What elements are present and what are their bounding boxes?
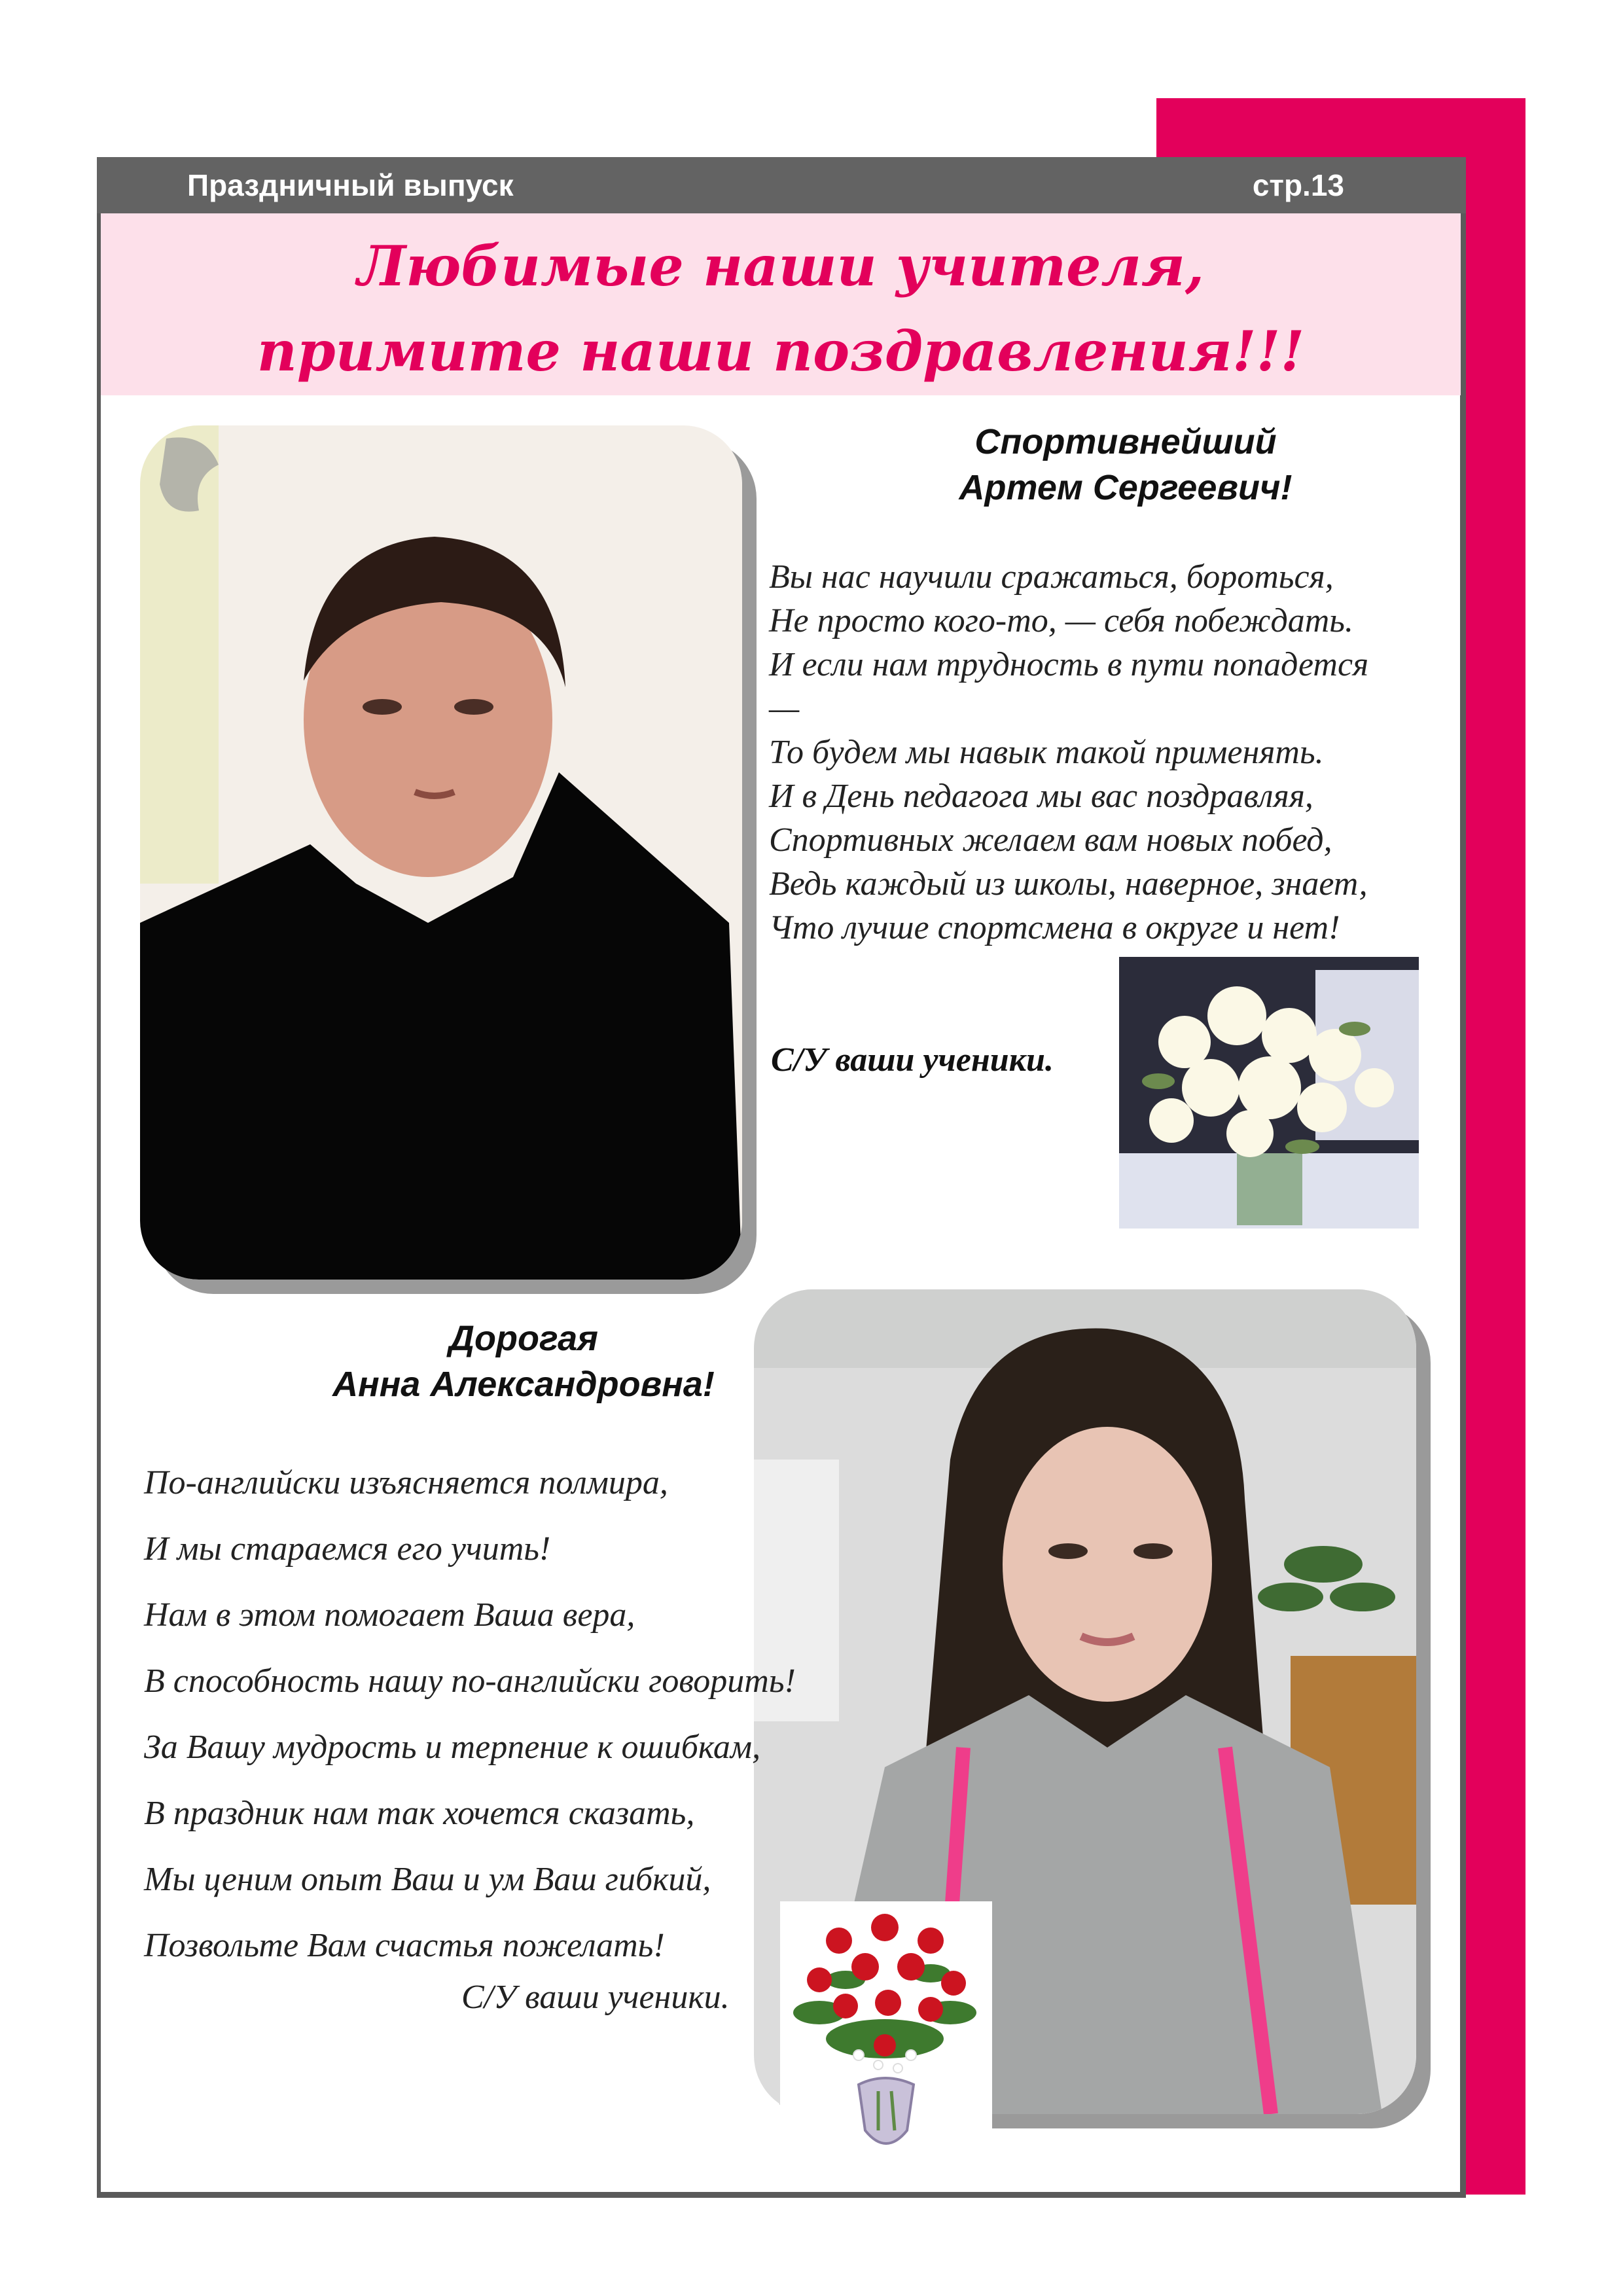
- poem-line: И если нам трудность в пути попадется: [769, 646, 1369, 683]
- page-title: Любимые наши учителя, примите наши поздравления!!!: [257, 234, 1305, 384]
- heading-anna-line1: Дорогая: [449, 1319, 598, 1358]
- page-number: стр.13: [1252, 168, 1344, 202]
- poem-line: Позвольте Вам счастья пожелать!: [144, 1927, 665, 1964]
- poem-line: За Вашу мудрость и терпение к ошибкам,: [144, 1729, 761, 1766]
- poem-line: В способность нашу по-английски говорить!: [144, 1662, 796, 1700]
- poem-line: Нам в этом помогает Ваша вера,: [144, 1596, 635, 1634]
- poem-artem: [769, 555, 1463, 950]
- signature-anna: С/У ваши ученики.: [461, 1979, 730, 2016]
- teacher-photo-artem: [140, 425, 742, 1280]
- poem-line: —: [769, 690, 800, 727]
- poem-line: Спортивных желаем вам новых побед,: [769, 821, 1332, 859]
- poem-line: Ведь каждый из школы, наверное, знает,: [769, 865, 1368, 903]
- heading-artem-line2: Артем Сергеевич!: [959, 468, 1293, 507]
- issue-label: Праздничный выпуск: [187, 168, 514, 202]
- poem-line: И мы стараемся его учить!: [144, 1530, 551, 1568]
- poem-line: И в День педагога мы вас поздравляя,: [769, 778, 1313, 815]
- heading-anna: [236, 1316, 812, 1407]
- heading-anna-line2: Анна Александровна!: [332, 1365, 715, 1404]
- poem-line: По-английски изъясняется полмира,: [144, 1464, 668, 1501]
- heading-artem-line1: Спортивнейший: [974, 422, 1277, 461]
- poem-line: В праздник нам так хочется сказать,: [144, 1795, 695, 1832]
- heading-artem: [838, 419, 1414, 511]
- red-roses-image: [780, 1901, 992, 2163]
- header-bar: [97, 157, 1466, 213]
- poem-line: То будем мы навык такой применять.: [769, 734, 1324, 771]
- white-flowers-image: [1119, 957, 1419, 1229]
- title-band: [101, 213, 1461, 395]
- poem-line: Не просто кого-то, — себя побеждать.: [769, 602, 1353, 639]
- poem-anna: [144, 1450, 955, 1979]
- poem-line: Мы ценим опыт Ваш и ум Ваш гибкий,: [144, 1861, 711, 1898]
- poem-line: Вы нас научили сражаться, бороться,: [769, 558, 1334, 596]
- signature-artem: С/У ваши ученики.: [771, 1041, 1054, 1079]
- poem-line: Что лучше спортсмена в округе и нет!: [769, 909, 1340, 946]
